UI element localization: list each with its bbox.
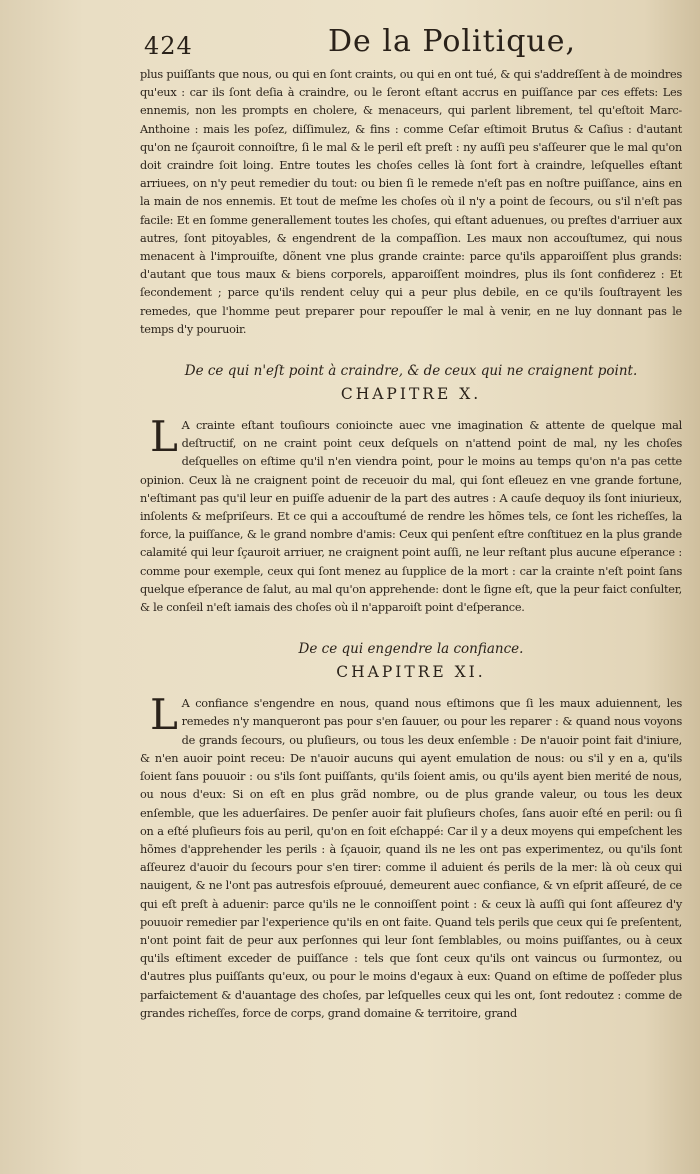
chapter-10-paragraph [140,412,682,617]
running-title: De la Politique, [328,24,577,59]
chapter-10-subtitle: De ce qui n'eſt point à craindre, & de ceux qui ne craignent point. [184,363,638,380]
chapter-10-dropcap: L [150,412,178,462]
chapter-10-text: A crainte eſtant touſiours conioincte auec vne imagination & attente de quelque mal deſtructif, on ne craint point ceux deſquels on n'attend point de mal, ny les choſes deſquelles on eſtime qu'il n'en viendra point, pour le moins au temps qu'on n'a pas cette opinion. Ceux là ne craignent point de receuoir du mal, qui ſont eſleuez en vne grande fortune, n'eſtimant pas qu'il leur en puiſſe aduenir de la part des autres : A cauſe dequoy ils ſont iniurieux, inſolents & meſpriſeurs. Et ce qui a accouſtumé de rendre les hõmes tels, ce ſont les richeſſes, la force, la puiſſance, & le grand nombre d'amis: Ceux qui penſent eſtre conſtituez en la plus grande calamité qui leur ſçauroit arriuer, ne craignent point auſſi, ne leur reſtant plus aucune eſperance : comme pour exemple, ceux qui ſont menez au ſupplice de la mort : car la crainte n'eſt point ſans quelque eſperance de ſalut, au mal qu'on apprehende: dont le ſigne eſt, que la peur faict conſulter, & le conſeil n'eſt iamais des choſes où il n'apparoiſt point d'eſperance. [140,419,682,615]
page-number: 424 [144,32,193,60]
continued-paragraph: plus puiſſants que nous, ou qui en ſont craints, ou qui en ont tué, & qui s'addreſſent à de moindres qu'eux : car ils ſont deſia à craindre, ou le ſeront eſtant accrus en puiſſance par ces effets: Les ennemis, non les prompts en cholere, & menaceurs, qui parlent librement, tel qu'eſtoit Marc-Anthoine : mais les poſez, diſſimulez, & fins : comme Ceſar eſtimoit Brutus & Caſius : d'autant qu'on ne ſçauroit connoiſtre, ſi le mal & le peril eſt preſt : ny auſſi peu s'aſſeurer que le mal qu'on doit craindre ſoit loing. Entre toutes les choſes celles là ſont fort à craindre, leſquelles eſtant arriuees, on n'y peut remedier du tout: ou bien ſi le remede n'eſt pas en noſtre puiſſance, ains en la main de nos ennemis. Et tout de meſme les choſes où il n'y a point de ſecours, ou s'il n'eſt pas facile: Et en ſomme generallement toutes les choſes, qui eſtant aduenues, ou preſtes d'arriuer aux autres, ſont pitoyables, & engendrent de la compaſſion. Les maux non accouſtumez, qui nous menacent à l'improuiſte, dõnent vne plus grande crainte: parce qu'ils apparoiſſent plus grands: d'autant que tous maux & biens corporels, apparoiſſent moindres, plus ils ſont confiderez : Et ſecondement ; parce qu'ils rendent celuy qui a peur plus debile, en ce qu'ils ſouſtrayent les remedes, que l'homme peut preparer pour repouſſer le mal à venir, en ne luy donnant pas le temps d'y pouruoir. [140,68,682,336]
chapter-11-subtitle: De ce qui engendre la confiance. [298,641,524,658]
page-body [140,66,682,1023]
chapter-11-heading: CHAPITRE XI. [336,663,486,682]
page-header [140,22,680,66]
chapter-11-paragraph [140,690,682,1023]
chapter-11-text: A confiance s'engendre en nous, quand nous eſtimons que ſi les maux aduiennent, les remedes n'y manqueront pas pour s'en ſauuer, ou pour les reparer : & quand nous voyons de grands ſecours, ou pluſieurs, ou tous les deux enſemble : De n'auoir point fait d'iniure, & n'en auoir point receu: De n'auoir aucuns qui ayent emulation de nous: ou s'il y en a, qu'ils ſoient ſans pouuoir : ou s'ils ſont puiſſants, qu'ils ſoient amis, ou qu'ils ayent bien merité de nous, ou nous d'eux: Si on eſt en plus grãd nombre, ou de plus grande valeur, ou tous les deux enſemble, que les aduerſaires. De penſer auoir fait pluſieurs choſes, ſans auoir eſté en peril: ou ſi on a eſté pluſieurs fois au peril, qu'on en ſoit eſchappé: Car il y a deux moyens qui empeſchent les hõmes d'apprehender les perils : à ſçauoir, quand ils ne les ont pas experimentez, ou qu'ils ſont aſſeurez d'auoir du ſecours pour s'en tirer: comme il aduient és perils de la mer: là où ceux qui nauigent, & ne l'ont pas autresfois eſprouué, demeurent auec confiance, & vn eſprit aſſeuré, de ce qui eſt preſt à aduenir: parce qu'ils ne le connoiſſent point : & ceux là auſſi qui ſont aſſeurez d'y pouuoir remedier par l'experience qu'ils en ont faite. Quand tels perils que ceux qui ſe preſentent, n'ont point fait de peur aux perſonnes qui leur ſont ſemblables, ou moins puiſſantes, ou à ceux qu'ils eſtiment exceder de puiſſance : tels que ſont ceux qu'ils ont vaincus ou ſurmontez, ou d'autres plus puiſſants qu'eux, ou pour le moins d'egaux à eux: Quand on eſtime de poſſeder plus parfaictement & d'auantage des choſes, par leſquelles ceux qui les ont, ſont redoutez : comme de grandes richeſſes, force de corps, grand domaine & territoire, grand [140,697,682,1020]
chapter-11-dropcap: L [150,690,178,740]
chapter-10-heading: CHAPITRE X. [340,385,482,404]
